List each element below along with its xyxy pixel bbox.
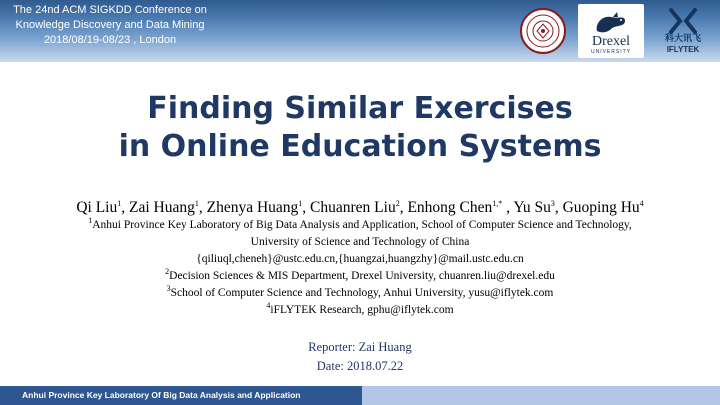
author-sup: 3: [550, 198, 555, 208]
dragon-icon: [591, 11, 631, 35]
author-list: Qi Liu$^1$, Zai Huang$^1$, Zhenya Huang$^1$, Chuanren Liu$^2$, Enhong Chen$^{1,*}$ , Yu Su$^3$, Guoping Hu$^4$: [76, 198, 644, 216]
affiliation-1-line-1: [40, 217, 680, 234]
author-name: Guoping Hu: [562, 199, 640, 216]
drexel-logo: [578, 4, 644, 58]
affiliation-sup: 3: [166, 284, 171, 294]
affiliation-text: Decision Sciences & MIS Department, Drexel University, chuanren.liu@drexel.edu: [169, 270, 555, 282]
ustc-logo: [518, 4, 568, 58]
logo-strip: [518, 2, 712, 60]
affiliation-3: [40, 285, 680, 302]
drexel-name: Drexel: [591, 34, 631, 49]
author-name: Zhenya Huang: [206, 199, 299, 216]
iflytek-en: IFLYTEK: [666, 45, 700, 54]
affiliation-text: Anhui Province Key Laboratory of Big Data Analysis and Application, School of Computer Science and Technology,: [92, 219, 632, 231]
affiliation-2: [40, 268, 680, 285]
affiliation-4: [40, 302, 680, 319]
affiliation-1-line-2: University of Science and Technology of China: [250, 236, 470, 248]
footer-bar: [0, 386, 720, 405]
author-name: Yu Su: [513, 199, 551, 216]
title-line-1: Finding Similar Exercises: [147, 91, 573, 126]
reporter: Reporter: Zai Huang: [308, 340, 412, 354]
author-name: Qi Liu: [76, 199, 118, 216]
author-sup: 1: [298, 198, 303, 208]
author-sup: 1,*: [492, 198, 503, 208]
footer-accent: [362, 386, 720, 405]
affiliation-sup: 2: [165, 267, 170, 277]
affiliation-sup: 1: [88, 216, 93, 226]
author-name: Zai Huang: [129, 199, 195, 216]
conference-info: [0, 3, 220, 48]
iflytek-mark-icon: [668, 8, 698, 34]
presentation-date: Date: 2018.07.22: [316, 359, 404, 373]
author-name: Enhong Chen: [407, 199, 493, 216]
ustc-seal-icon: [520, 8, 566, 54]
conference-line-1: The 24nd ACM SIGKDD Conference on: [13, 4, 207, 16]
author-name: Chuanren Liu: [310, 199, 396, 216]
page-title: [0, 90, 720, 166]
iflytek-logo: [654, 4, 712, 58]
affiliation-sup: 4: [266, 301, 271, 311]
author-sup: 1: [117, 198, 122, 208]
drexel-sub: UNIVERSITY: [590, 49, 631, 55]
title-line-2: in Online Education Systems: [118, 129, 602, 164]
author-sup: 1: [194, 198, 199, 208]
author-sup: 4: [639, 198, 644, 208]
affiliation-text: School of Computer Science and Technology, Anhui University, yusu@iflytek.com: [170, 287, 554, 299]
affiliation-1-emails: {qiliuql,cheneh}@ustc.edu.cn,{huangzai,huangzhy}@mail.ustc.edu.cn: [196, 253, 524, 265]
author-sup: 2: [395, 198, 400, 208]
footer-text: Anhui Province Key Laboratory Of Big Data Analysis and Application: [0, 386, 362, 405]
iflytek-cn: 科大讯飞: [664, 34, 701, 44]
conference-line-2: Knowledge Discovery and Data Mining: [15, 19, 205, 31]
affiliations: [40, 217, 680, 319]
affiliation-text: iFLYTEK Research, gphu@iflytek.com: [270, 304, 454, 316]
conference-line-3: 2018/08/19-08/23 , London: [43, 34, 177, 46]
